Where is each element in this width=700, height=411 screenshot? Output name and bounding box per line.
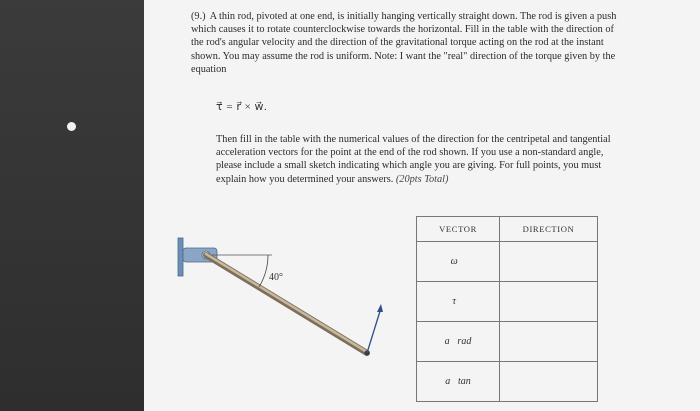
vector-direction-table	[416, 216, 598, 402]
problem-number: (9.)	[191, 11, 206, 22]
rod-highlight	[206, 254, 367, 352]
direction-cell-atan[interactable]	[500, 362, 598, 402]
vector-cell-tau: τ⃗	[417, 282, 500, 322]
vector-cell-arad: a⃗rad	[417, 322, 500, 362]
points-label: (20pts Total)	[395, 173, 449, 185]
direction-cell-tau[interactable]	[500, 282, 598, 322]
header-direction: DIRECTION	[500, 217, 598, 242]
angle-arc	[259, 255, 268, 287]
direction-cell-omega[interactable]	[500, 242, 598, 282]
instruction-paragraph	[216, 133, 629, 186]
table-row	[417, 242, 598, 282]
direction-cell-arad[interactable]	[500, 322, 598, 362]
velocity-arrow-shaft	[367, 308, 381, 353]
table-row	[417, 322, 598, 362]
header-vector: VECTOR	[417, 217, 500, 242]
instruction-text: Then fill in the table with the numerical values of the direction for the centripetal and tangential acceleration vectors for the point at the end of the rod shown. If you use a non-standard angle, please include a small sketch indicating which angle you are giving. For full points, you must explain how you determined your answers.	[216, 134, 611, 185]
problem-statement	[191, 10, 629, 76]
scroll-indicator-dot[interactable]	[67, 122, 76, 131]
vector-cell-omega: ω⃗	[417, 242, 500, 282]
problem-text: A thin rod, pivoted at one end, is initially hanging vertically straight down. The rod is given a push which causes it to rotate counterclockwise towards the horizontal. Fill in the table with the direction of the rod's angular velocity and the direction of the gravitational torque acting on the rod at the instant shown. You may assume the rod is uniform. Note: I want the "real" direction of the torque given by the equation	[191, 11, 617, 75]
rod-diagram	[174, 232, 399, 367]
table-row	[417, 362, 598, 402]
table-row	[417, 282, 598, 322]
arrow-icon	[377, 304, 383, 312]
wall-bracket	[178, 238, 183, 276]
torque-equation: τ⃗ = r⃗ × w⃗.	[216, 101, 268, 113]
vector-cell-atan: a⃗tan	[417, 362, 500, 402]
angle-label: 40°	[269, 272, 283, 283]
